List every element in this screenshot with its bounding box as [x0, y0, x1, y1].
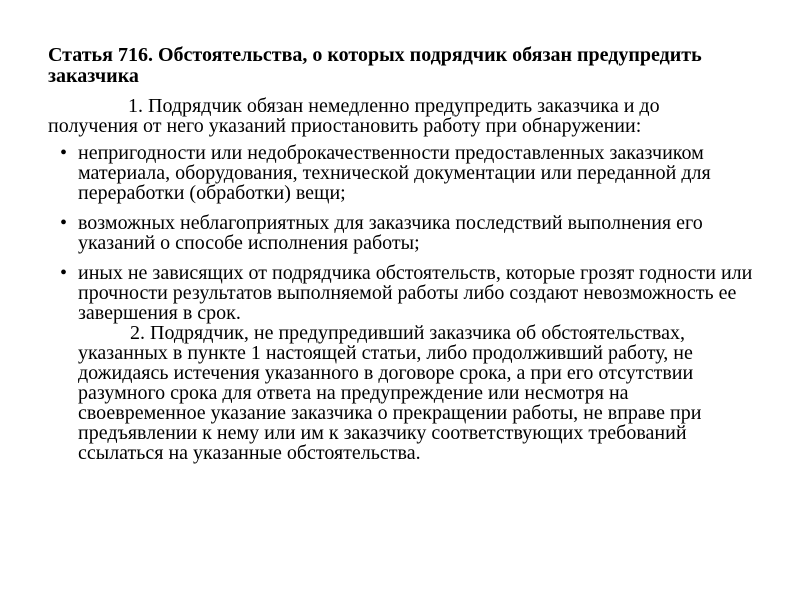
- bullet-text-1: непригодности или недоброкачественности предоставленных заказчиком материала, оборудования, технической документации или переданной для переработки (обработки) вещи;: [78, 142, 711, 204]
- bullet-icon: •: [60, 142, 68, 164]
- bullet-text-3: иных не зависящих от подрядчика обстоятельств, которые грозят годности или прочности результатов выполняемой работы либо создают невозможность ее завершения в срок.: [78, 262, 753, 324]
- bullet-item-3: [60, 263, 760, 463]
- bullet-icon: •: [60, 212, 68, 234]
- bullet-list: [60, 143, 760, 473]
- article-title: Статья 716. Обстоятельства, о которых подрядчик обязан предупредить заказчика: [48, 44, 702, 87]
- bullet-item-1: [60, 143, 760, 203]
- bullet-item-2: [60, 213, 760, 253]
- paragraph-1: 1. Подрядчик обязан немедленно предупредить заказчика и до получения от него указаний приостановить работу при обнаружении:: [48, 95, 660, 137]
- bullet-text-2: возможных неблагоприятных для заказчика последствий выполнения его указаний о способе исполнения работы;: [78, 212, 703, 254]
- bullet-icon: •: [60, 262, 68, 284]
- paragraph-2: 2. Подрядчик, не предупредивший заказчика об обстоятельствах, указанных в пункте 1 настоящей статьи, либо продолживший работу, не дожидаясь истечения указанного в договоре срока, а при его отсутствии разумного срока для ответа на предупреждение или несмотря на своевременное указание заказчика о прекращении работы, не вправе при предъявлении к нему или им к заказчику соответствующих требований ссылаться на указанные обстоятельства.: [78, 322, 702, 464]
